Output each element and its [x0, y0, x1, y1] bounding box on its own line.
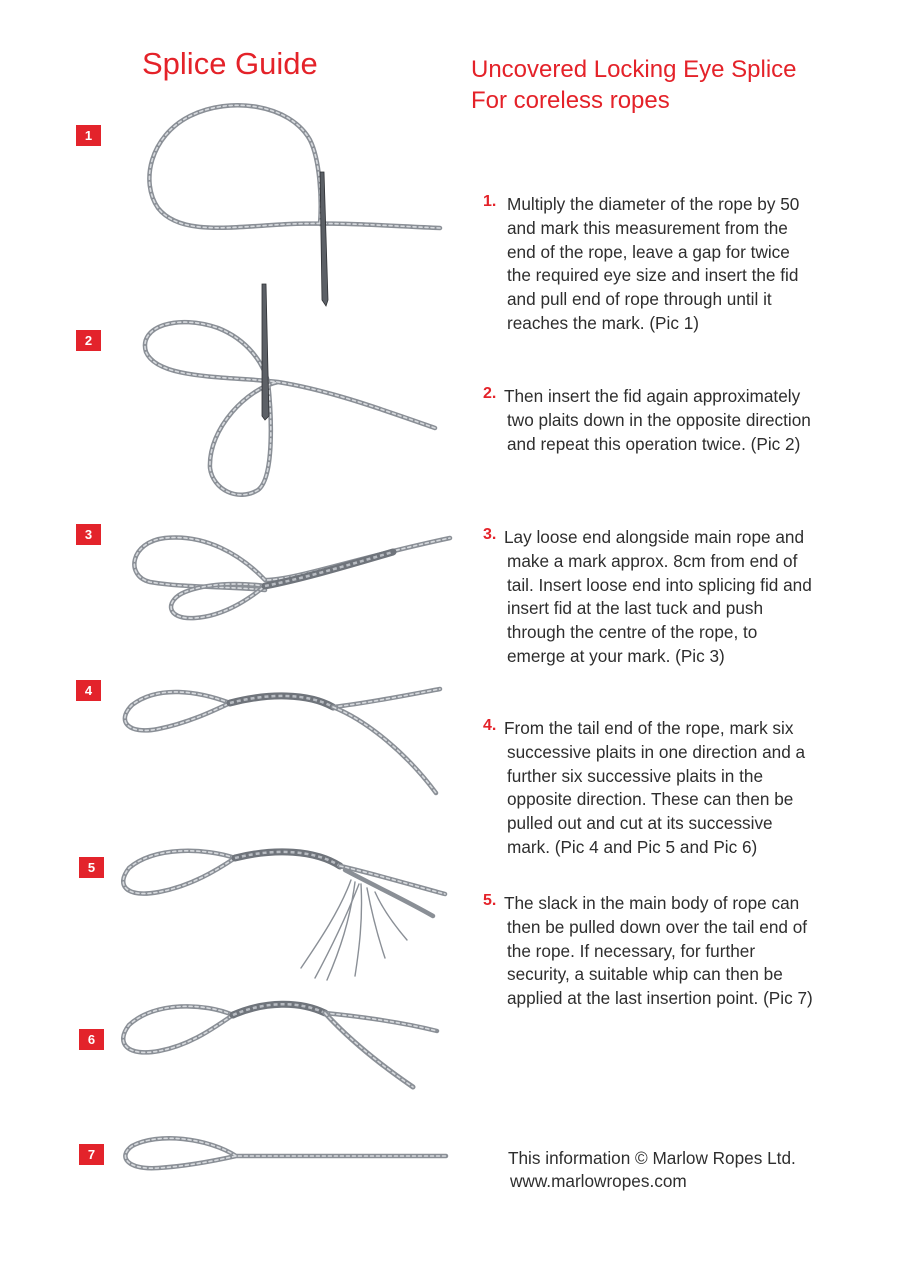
step-line: Lay loose end alongside main rope and — [504, 527, 805, 547]
step-line: and pull end of rope through until it — [507, 289, 772, 310]
rope-illustration-7 — [118, 1132, 450, 1180]
instruction-step-1 — [483, 193, 868, 336]
subtitle-line-2: For coreless ropes — [471, 87, 670, 114]
picture-badge-6: 6 — [79, 1029, 104, 1050]
rope-illustration-2 — [138, 278, 443, 506]
step-line: the rope. If necessary, for further — [507, 940, 756, 961]
fid-icon — [262, 284, 269, 420]
instruction-step-4 — [483, 717, 868, 860]
instruction-step-3 — [483, 526, 868, 669]
step-line: applied at the last insertion point. (Pic 7) — [507, 988, 813, 1009]
rope-illustration-5 — [115, 840, 450, 990]
instruction-step-2 — [483, 385, 868, 456]
copyright-notice: This information © Marlow Ropes Ltd. — [508, 1148, 796, 1168]
step-line: pulled out and cut at its successive — [507, 813, 773, 834]
step-line: the required eye size and insert the fid — [507, 265, 799, 286]
step-line: two plaits down in the opposite direction — [507, 409, 811, 430]
step-line: From the tail end of the rope, mark six — [504, 718, 794, 738]
step-number: 1. — [483, 193, 497, 210]
picture-badge-5: 5 — [79, 857, 104, 878]
step-line: and mark this measurement from the — [507, 217, 788, 238]
subtitle-line-1: Uncovered Locking Eye Splice — [471, 56, 797, 83]
step-line: through the centre of the rope, to — [507, 622, 758, 643]
step-number: 5. — [483, 892, 497, 909]
rope-illustration-3 — [125, 528, 455, 628]
picture-badge-4: 4 — [76, 680, 101, 701]
instruction-step-5 — [483, 892, 868, 1011]
rope-illustration-6 — [115, 995, 445, 1100]
step-line: end of the rope, leave a gap for twice — [507, 241, 790, 262]
step-line: tail. Insert loose end into splicing fid and — [507, 574, 812, 595]
step-line: security, a suitable whip can then be — [507, 964, 783, 985]
step-line: successive plaits in one direction and a — [507, 741, 806, 762]
page-title: Splice Guide — [142, 46, 318, 81]
step-number: 3. — [483, 526, 497, 543]
picture-badge-3: 3 — [76, 524, 101, 545]
step-line: The slack in the main body of rope can — [504, 893, 800, 913]
picture-badge-7: 7 — [79, 1144, 104, 1165]
step-line: then be pulled down over the tail end of — [507, 916, 808, 937]
step-line: further six successive plaits in the — [507, 765, 764, 786]
footer — [508, 1147, 796, 1193]
step-line: make a mark approx. 8cm from end of — [507, 550, 798, 571]
picture-badge-1: 1 — [76, 125, 101, 146]
website-url: www.marlowropes.com — [510, 1171, 687, 1191]
picture-badge-2: 2 — [76, 330, 101, 351]
step-line: reaches the mark. (Pic 1) — [507, 312, 699, 333]
step-line: insert fid at the last tuck and push — [507, 598, 764, 619]
rope-illustration-4 — [118, 685, 448, 800]
step-line: mark. (Pic 4 and Pic 5 and Pic 6) — [507, 836, 758, 857]
step-line: and repeat this operation twice. (Pic 2) — [507, 433, 801, 454]
page-subtitle — [471, 54, 797, 116]
step-line: Multiply the diameter of the rope by 50 — [507, 194, 800, 214]
step-number: 4. — [483, 717, 497, 734]
step-line: Then insert the fid again approximately — [504, 386, 801, 406]
step-number: 2. — [483, 385, 497, 402]
step-line: emerge at your mark. (Pic 3) — [507, 645, 725, 666]
step-line: opposite direction. These can then be — [507, 789, 794, 810]
